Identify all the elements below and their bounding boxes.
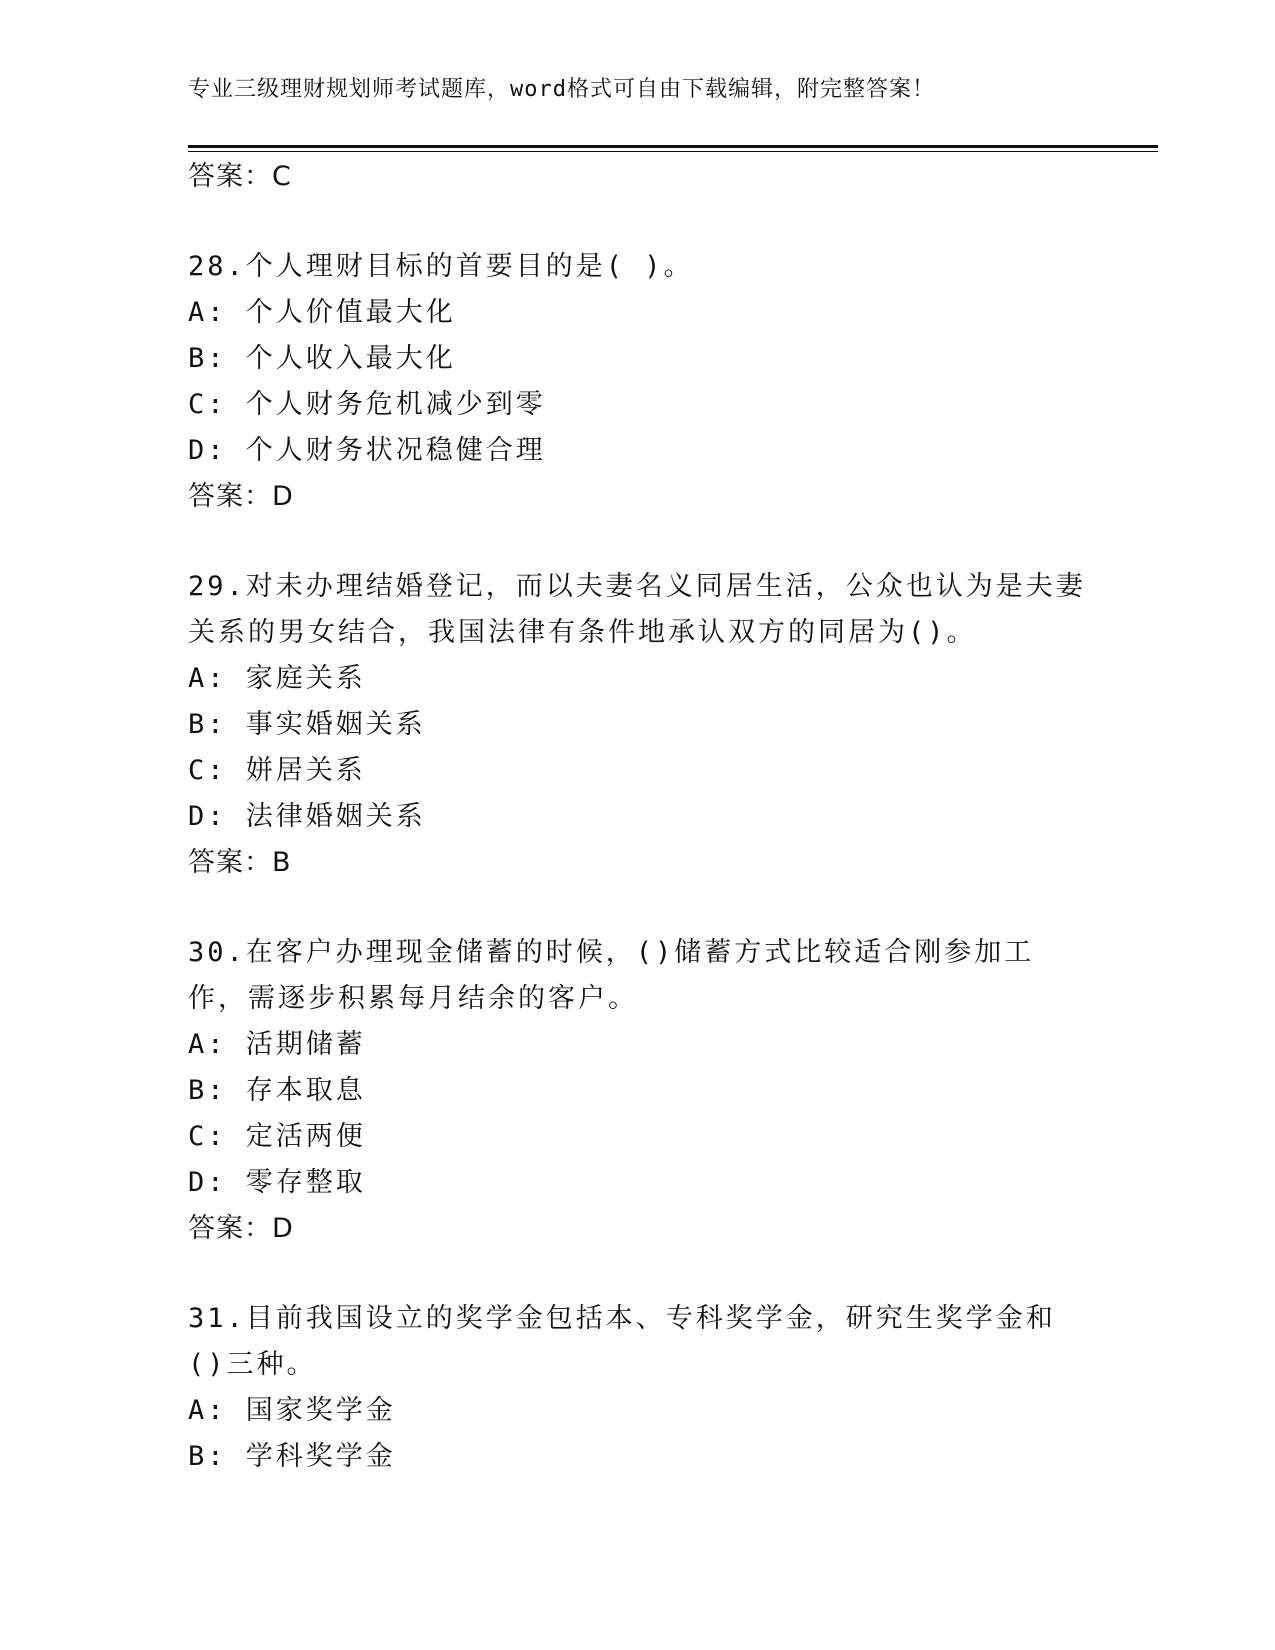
answer-line: 答案：D (188, 481, 294, 512)
option-b: B: 学科奖学金 (188, 1441, 396, 1472)
answer-line: 答案：C (188, 161, 292, 192)
question-block (188, 244, 1088, 520)
option-a: A: 国家奖学金 (188, 1395, 396, 1426)
option-c: C: 定活两便 (188, 1121, 366, 1152)
spacer (188, 1252, 1088, 1296)
question-stem: 28.个人理财目标的首要目的是( )。 (188, 251, 694, 282)
option-d: D: 法律婚姻关系 (188, 801, 426, 832)
question-stem: 31.目前我国设立的奖学金包括本、专科奖学金，研究生奖学金和()三种。 (188, 1303, 1056, 1380)
option-d: D: 个人财务状况稳健合理 (188, 435, 546, 466)
page-header: 专业三级理财规划师考试题库，word格式可自由下载编辑，附完整答案！ (188, 77, 935, 102)
option-a: A: 活期储蓄 (188, 1029, 366, 1060)
question-content (188, 154, 1088, 1480)
option-b: B: 个人收入最大化 (188, 343, 456, 374)
option-d: D: 零存整取 (188, 1167, 366, 1198)
option-b: B: 事实婚姻关系 (188, 709, 426, 740)
option-a: A: 个人价值最大化 (188, 297, 456, 328)
header-rule-thin (188, 151, 1158, 152)
answer-line: 答案：B (188, 847, 292, 878)
option-b: B: 存本取息 (188, 1075, 366, 1106)
question-block (188, 1296, 1088, 1480)
spacer (188, 520, 1088, 564)
spacer (188, 200, 1088, 244)
header-rule-thick (188, 145, 1158, 148)
spacer (188, 886, 1088, 930)
question-block (188, 564, 1088, 886)
question-block (188, 930, 1088, 1252)
option-a: A: 家庭关系 (188, 663, 366, 694)
question-stem: 30.在客户办理现金储蓄的时候，()储蓄方式比较适合刚参加工作，需逐步积累每月结余的客户。 (188, 937, 1035, 1014)
question-stem: 29.对未办理结婚登记，而以夫妻名义同居生活，公众也认为是夫妻关系的男女结合，我国法律有条件地承认双方的同居为()。 (188, 571, 1086, 648)
option-c: C: 姘居关系 (188, 755, 366, 786)
answer-line: 答案：D (188, 1213, 294, 1244)
option-c: C: 个人财务危机减少到零 (188, 389, 546, 420)
